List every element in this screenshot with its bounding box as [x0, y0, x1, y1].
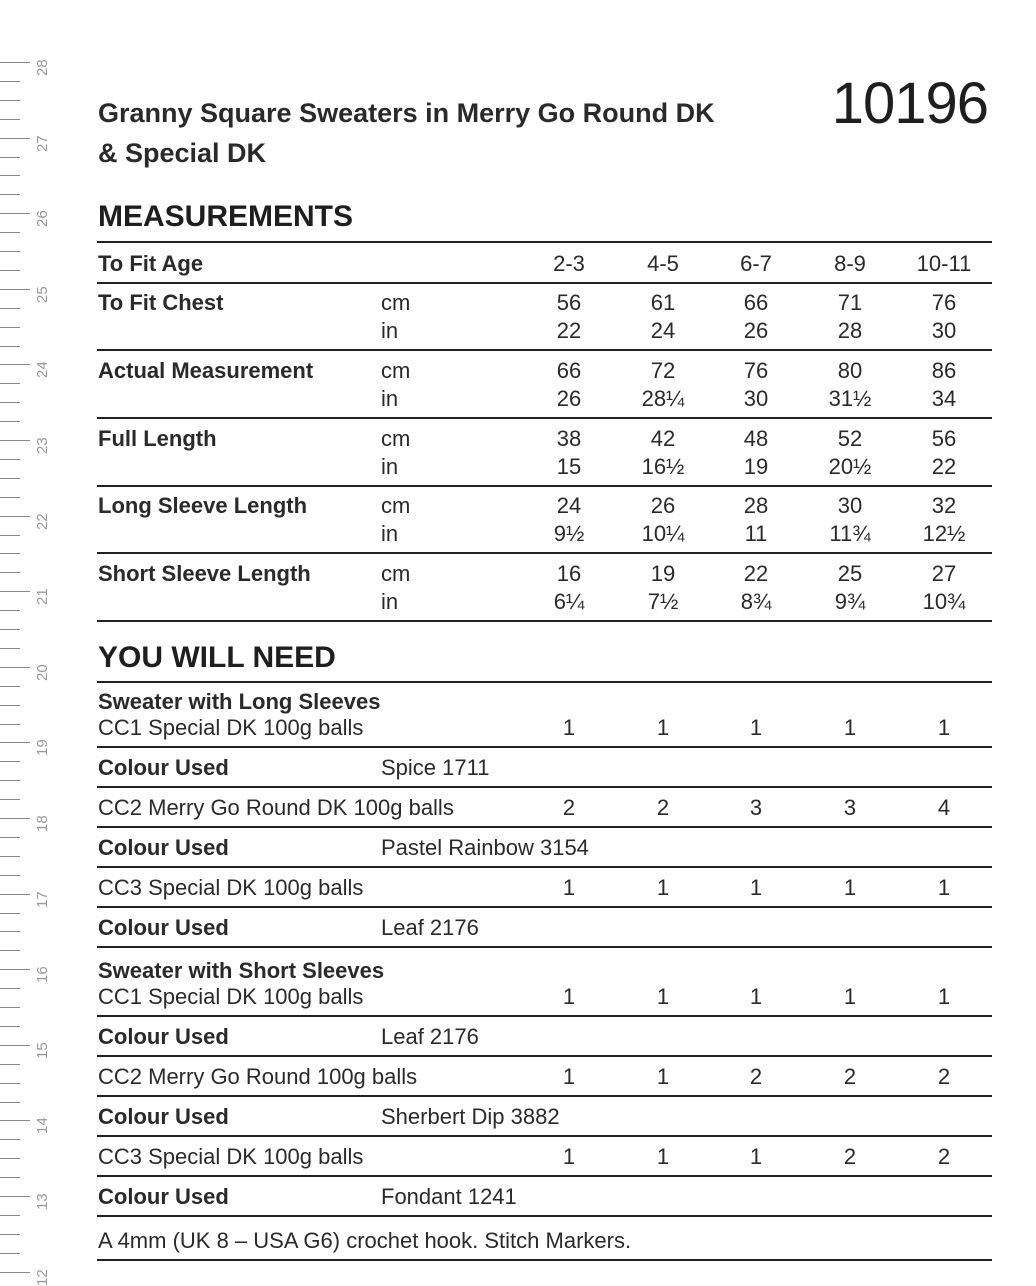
value-cm: 32 [931, 493, 957, 519]
yarn-quantity: 1 [656, 1064, 670, 1089]
colour-used-label: Colour Used [98, 755, 229, 780]
yarn-quantity: 1 [656, 984, 670, 1009]
ruler-tick [0, 875, 20, 876]
ruler-tick [0, 516, 30, 517]
value-in: 9½ [553, 521, 585, 547]
ruler-tick [0, 138, 30, 139]
ruler-tick [0, 459, 20, 460]
value-cm: 26 [650, 493, 676, 519]
yarn-quantity: 1 [656, 1144, 670, 1169]
divider [97, 826, 992, 828]
value-cm: 72 [650, 357, 676, 383]
value-in: 10¼ [641, 521, 685, 547]
yarn-label: CC1 Special DK 100g balls [98, 984, 364, 1009]
age-4-5: 4-5 [647, 251, 679, 276]
yarn-label: CC3 Special DK 100g balls [98, 1144, 364, 1169]
ruler-tick [0, 553, 20, 554]
unit-in: in [381, 385, 399, 411]
side-ruler [0, 0, 60, 1286]
value-in: 24 [650, 318, 676, 343]
ruler-label: 20 [34, 664, 51, 681]
value-cm: 38 [556, 425, 582, 451]
yarn-quantity: 3 [749, 795, 763, 820]
ruler-tick [0, 157, 20, 158]
ruler-tick [0, 1083, 20, 1084]
ruler-tick [0, 81, 20, 82]
ruler-tick [0, 535, 20, 536]
ruler-tick [0, 686, 20, 687]
ruler-tick [0, 1045, 30, 1046]
ruler-label: 28 [34, 59, 51, 76]
value-cm: 56 [931, 425, 957, 451]
divider [97, 1215, 992, 1217]
value-cm: 61 [650, 290, 676, 315]
yarn-quantity: 1 [749, 984, 763, 1009]
measurement-label: Full Length [98, 425, 217, 451]
ruler-label: 21 [34, 588, 51, 606]
ruler-tick [0, 194, 20, 195]
value-in: 11 [744, 521, 768, 547]
ruler-tick [0, 610, 20, 611]
ruler-label: 22 [34, 512, 51, 530]
value-cm: 76 [931, 290, 957, 315]
yarn-quantity: 1 [562, 715, 576, 740]
value-in: 16½ [641, 453, 685, 479]
yarn-quantity: 2 [656, 795, 670, 820]
divider [97, 1175, 992, 1177]
value-cm: 22 [743, 561, 769, 587]
age-8-9: 8-9 [834, 251, 866, 276]
value-in: 22 [931, 453, 957, 479]
yarn-quantity: 1 [562, 984, 576, 1009]
yarn-label: CC2 Merry Go Round 100g balls [98, 1064, 418, 1089]
measurement-label: Long Sleeve Length [98, 493, 308, 519]
colour-used-label: Colour Used [98, 1184, 229, 1209]
ruler-tick [0, 402, 20, 403]
ruler-label: 12 [34, 1268, 51, 1286]
ruler-label: 24 [34, 361, 51, 379]
divider [97, 1135, 992, 1137]
ruler-tick [0, 100, 20, 101]
divider [97, 1095, 992, 1097]
unit-in: in [381, 453, 399, 479]
ruler-tick [0, 629, 20, 630]
divider [97, 786, 992, 788]
yarn-quantity: 1 [937, 715, 951, 740]
yarn-label: CC2 Merry Go Round DK 100g balls [98, 795, 454, 820]
ruler-tick [0, 1158, 20, 1159]
value-cm: 16 [556, 561, 582, 587]
value-in: 30 [931, 318, 957, 343]
yarn-quantity: 2 [937, 1064, 951, 1089]
ruler-label: 23 [34, 437, 51, 454]
yarn-quantity: 1 [843, 984, 857, 1009]
ruler-tick [0, 308, 20, 309]
value-cm: 19 [650, 561, 676, 587]
yarn-quantity: 3 [843, 795, 857, 820]
ruler-label: 14 [34, 1117, 51, 1135]
long-heading: Sweater with Long Sleeves [98, 689, 381, 714]
ruler-tick [0, 913, 20, 914]
ruler-tick [0, 62, 30, 63]
yarn-quantity: 1 [749, 715, 763, 740]
ruler-tick [0, 705, 20, 706]
yarn-quantity: 1 [562, 1064, 576, 1089]
divider [97, 620, 992, 622]
ruler-tick [0, 780, 20, 781]
ruler-tick [0, 969, 30, 970]
yarn-label: CC1 Special DK 100g balls [98, 715, 364, 740]
ruler-tick [0, 988, 20, 989]
divider [97, 282, 992, 284]
yarn-quantity: 1 [843, 715, 857, 740]
ruler-tick [0, 289, 30, 290]
value-cm: 56 [556, 290, 582, 315]
value-in: 12½ [922, 521, 966, 547]
age-10-11: 10-11 [916, 251, 972, 276]
value-cm: 27 [931, 561, 957, 587]
ruler-label: 26 [34, 210, 51, 228]
ruler-tick [0, 213, 30, 214]
value-in: 31½ [828, 385, 872, 411]
unit-in: in [381, 521, 399, 547]
unit-in: in [381, 589, 399, 615]
ruler-tick [0, 1102, 20, 1103]
divider [97, 1015, 992, 1017]
ruler-tick [0, 1272, 30, 1273]
measurement-label: Actual Measurement [98, 357, 314, 383]
yarn-quantity: 1 [749, 1144, 763, 1169]
value-cm: 86 [931, 357, 957, 383]
yarn-quantity: 2 [749, 1064, 763, 1089]
colour-value: Sherbert Dip 3882 [381, 1104, 560, 1129]
ruler-label: 15 [34, 1042, 51, 1059]
unit-cm: cm [381, 493, 411, 519]
ruler-tick [0, 440, 30, 441]
ruler-tick [0, 591, 30, 592]
colour-value: Leaf 2176 [381, 1024, 479, 1049]
ruler-tick [0, 572, 20, 573]
colour-value: Fondant 1241 [381, 1184, 517, 1209]
divider [97, 746, 992, 748]
age-6-7: 6-7 [740, 251, 772, 276]
ruler-tick [0, 742, 30, 743]
ruler-label: 27 [34, 134, 51, 152]
ruler-tick [0, 1120, 30, 1121]
ruler-tick [0, 648, 20, 649]
title-line-2: & Special DK [98, 138, 267, 168]
ruler-tick [0, 497, 20, 498]
divider [97, 417, 992, 419]
yarn-quantity: 1 [749, 875, 763, 900]
yarn-quantity: 4 [937, 795, 951, 820]
ruler-tick [0, 837, 20, 838]
value-in: 26 [556, 385, 582, 411]
ruler-tick [0, 1253, 20, 1254]
value-in: 11¾ [829, 521, 871, 547]
measurement-label: To Fit Chest [98, 290, 224, 315]
ruler-label: 17 [34, 890, 51, 908]
ruler-tick [0, 724, 20, 725]
age-2-3: 2-3 [553, 251, 585, 276]
ruler-tick [0, 950, 20, 951]
value-cm: 28 [743, 493, 769, 519]
colour-value: Pastel Rainbow 3154 [381, 835, 589, 860]
ruler-tick [0, 931, 20, 932]
value-in: 8¾ [740, 589, 772, 615]
value-in: 28¼ [641, 385, 685, 411]
value-in: 30 [743, 385, 769, 411]
divider [97, 906, 992, 908]
yarn-quantity: 1 [937, 984, 951, 1009]
ruler-tick [0, 1177, 20, 1178]
value-cm: 24 [556, 493, 582, 519]
page-title [98, 93, 798, 173]
ruler-tick [0, 421, 20, 422]
value-cm: 30 [837, 493, 863, 519]
ruler-label: 19 [34, 739, 51, 757]
value-in: 28 [837, 318, 863, 343]
ruler-tick [0, 1007, 20, 1008]
value-in: 19 [743, 453, 769, 479]
unit-cm: cm [381, 425, 411, 451]
unit-cm: cm [381, 561, 411, 587]
ruler-label: 18 [34, 815, 51, 832]
value-cm: 71 [837, 290, 863, 315]
ruler-tick [0, 1234, 20, 1235]
unit-in: in [381, 318, 399, 343]
ruler-tick [0, 818, 30, 819]
hook-note: A 4mm (UK 8 – USA G6) crochet hook. Stitch Markers. [98, 1228, 632, 1253]
value-cm: 25 [837, 561, 863, 587]
ruler-tick [0, 383, 20, 384]
ruler-tick [0, 1196, 30, 1197]
you-will-need-heading: YOU WILL NEED [98, 641, 336, 674]
ruler-label: 16 [34, 966, 51, 984]
unit-cm: cm [381, 290, 411, 315]
divider [97, 241, 992, 243]
ruler-tick [0, 667, 30, 668]
yarn-quantity: 1 [656, 715, 670, 740]
divider [97, 349, 992, 351]
yarn-quantity: 2 [562, 795, 576, 820]
divider [97, 552, 992, 554]
value-in: 34 [931, 385, 957, 411]
ruler-tick [0, 364, 30, 365]
colour-used-label: Colour Used [98, 915, 229, 940]
value-in: 10¾ [922, 589, 966, 615]
value-in: 20½ [828, 453, 872, 479]
ruler-tick [0, 270, 20, 271]
ruler-tick [0, 1139, 20, 1140]
age-label: To Fit Age [98, 251, 204, 276]
ruler-tick [0, 1064, 20, 1065]
ruler-tick [0, 346, 20, 347]
divider [97, 946, 992, 948]
title-line-1: Granny Square Sweaters in Merry Go Round DK [98, 98, 715, 128]
value-in: 26 [743, 318, 769, 343]
ruler-tick [0, 327, 20, 328]
measurement-label: Short Sleeve Length [98, 561, 311, 587]
ruler-tick [0, 232, 20, 233]
value-cm: 48 [743, 425, 769, 451]
ruler-tick [0, 799, 20, 800]
ruler-tick [0, 1215, 20, 1216]
unit-cm: cm [381, 357, 411, 383]
colour-value: Spice 1711 [381, 755, 490, 780]
value-cm: 42 [650, 425, 676, 451]
short-heading: Sweater with Short Sleeves [98, 958, 385, 983]
yarn-quantity: 1 [562, 875, 576, 900]
ruler-tick [0, 761, 20, 762]
ruler-tick [0, 478, 20, 479]
value-in: 6¼ [553, 589, 585, 615]
value-cm: 66 [743, 290, 769, 315]
colour-value: Leaf 2176 [381, 915, 479, 940]
value-cm: 66 [556, 357, 582, 383]
yarn-quantity: 2 [843, 1064, 857, 1089]
value-in: 7½ [647, 589, 679, 615]
divider [97, 681, 992, 683]
ruler-tick [0, 175, 20, 176]
yarn-quantity: 1 [937, 875, 951, 900]
value-cm: 80 [837, 357, 863, 383]
value-in: 22 [556, 318, 582, 343]
colour-used-label: Colour Used [98, 1024, 229, 1049]
divider [97, 485, 992, 487]
value-cm: 76 [743, 357, 769, 383]
ruler-tick [0, 894, 30, 895]
value-cm: 52 [837, 425, 863, 451]
measurements-heading: MEASUREMENTS [98, 200, 354, 233]
ruler-tick [0, 1026, 20, 1027]
pattern-number: 10196 [831, 71, 988, 136]
yarn-quantity: 1 [843, 875, 857, 900]
ruler-label: 13 [34, 1193, 51, 1210]
divider [97, 1259, 992, 1261]
colour-used-label: Colour Used [98, 835, 229, 860]
ruler-tick [0, 856, 20, 857]
yarn-quantity: 1 [562, 1144, 576, 1169]
divider [97, 866, 992, 868]
yarn-label: CC3 Special DK 100g balls [98, 875, 364, 900]
ruler-tick [0, 251, 20, 252]
ruler-label: 25 [34, 286, 51, 303]
yarn-quantity: 1 [656, 875, 670, 900]
yarn-quantity: 2 [843, 1144, 857, 1169]
value-in: 9¾ [834, 589, 866, 615]
divider [97, 1055, 992, 1057]
value-in: 15 [556, 453, 582, 479]
colour-used-label: Colour Used [98, 1104, 229, 1129]
ruler-tick [0, 119, 20, 120]
yarn-quantity: 2 [937, 1144, 951, 1169]
